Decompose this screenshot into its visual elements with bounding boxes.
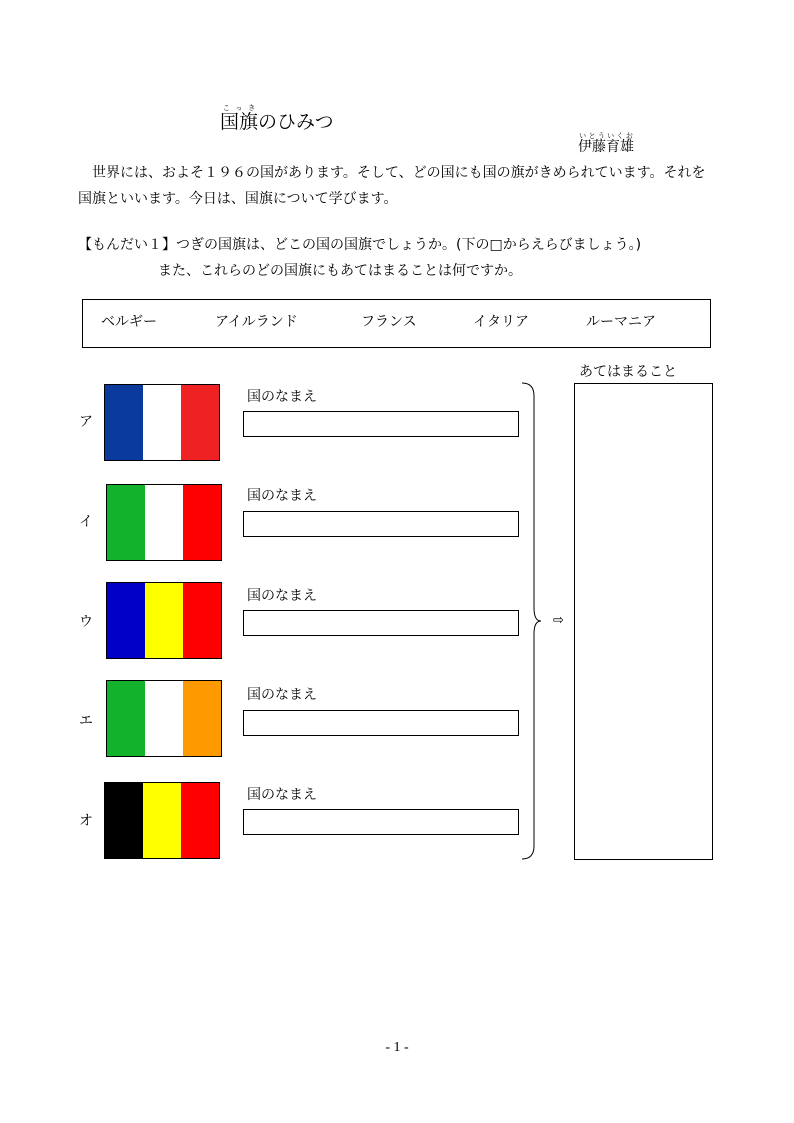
flag-a-stripe-1 bbox=[105, 385, 143, 460]
option-ireland: アイルランド bbox=[215, 314, 298, 330]
flag-i bbox=[106, 484, 222, 561]
name-answer-a[interactable] bbox=[243, 411, 519, 437]
flag-e-stripe-2 bbox=[145, 681, 183, 756]
flag-u-stripe-1 bbox=[107, 583, 145, 658]
name-answer-o[interactable] bbox=[243, 809, 519, 835]
name-label-e: 国のなまえ bbox=[247, 687, 317, 703]
answer-box[interactable] bbox=[574, 383, 713, 860]
row-letter-u: ウ bbox=[79, 614, 93, 630]
answer-label: あてはまること bbox=[579, 364, 677, 380]
arrow-icon: ⇨ bbox=[553, 613, 564, 628]
name-label-u: 国のなまえ bbox=[247, 588, 317, 604]
author-name: 伊藤育雄いとういくお bbox=[578, 132, 634, 155]
intro-sentence-2: それを国旗といいます。今日は、国旗について学びます。 bbox=[78, 165, 706, 207]
name-label-o: 国のなまえ bbox=[247, 787, 317, 803]
flag-e bbox=[106, 680, 222, 757]
name-answer-i[interactable] bbox=[243, 511, 519, 537]
flag-a-stripe-2 bbox=[143, 385, 181, 460]
name-label-i: 国のなまえ bbox=[247, 488, 317, 504]
option-france: フランス bbox=[361, 314, 417, 330]
flag-e-stripe-3 bbox=[183, 681, 221, 756]
flag-o-stripe-3 bbox=[181, 783, 219, 858]
name-answer-e[interactable] bbox=[243, 710, 519, 736]
flag-a bbox=[104, 384, 220, 461]
row-letter-e: エ bbox=[79, 713, 93, 729]
page-title bbox=[220, 104, 334, 132]
question-text bbox=[78, 232, 738, 284]
flag-e-stripe-1 bbox=[107, 681, 145, 756]
intro-paragraph bbox=[78, 160, 718, 212]
flag-u bbox=[106, 582, 222, 659]
row-letter-i: イ bbox=[79, 514, 93, 530]
right-brace bbox=[520, 382, 542, 860]
intro-sentence-1: 世界には、およそ１９６の国があります。そして、どの国にも国の旗がきめられています。 bbox=[92, 165, 664, 181]
option-italy: イタリア bbox=[473, 314, 529, 330]
row-letter-o: オ bbox=[79, 813, 93, 829]
page-number: - 1 - bbox=[385, 1040, 409, 1055]
flag-i-stripe-3 bbox=[183, 485, 221, 560]
title-kanji: 国旗こっき bbox=[220, 104, 259, 133]
flag-o-stripe-2 bbox=[143, 783, 181, 858]
option-romania: ルーマニア bbox=[586, 314, 656, 330]
title-rest: のひみつ bbox=[258, 111, 334, 133]
flag-i-stripe-2 bbox=[145, 485, 183, 560]
row-letter-a: ア bbox=[79, 414, 93, 430]
question-line-1: 【もんだい１】つぎの国旗は、どこの国の国旗でしょうか。(下の□からえらびましょう。) bbox=[78, 237, 642, 253]
name-label-a: 国のなまえ bbox=[247, 389, 317, 405]
question-line-2: また、これらのどの国旗にもあてはまることは何ですか。 bbox=[158, 263, 522, 279]
flag-o bbox=[104, 782, 220, 859]
flag-i-stripe-1 bbox=[107, 485, 145, 560]
flag-a-stripe-3 bbox=[181, 385, 219, 460]
flag-u-stripe-3 bbox=[183, 583, 221, 658]
option-belgium: ベルギー bbox=[101, 314, 157, 330]
flag-u-stripe-2 bbox=[145, 583, 183, 658]
name-answer-u[interactable] bbox=[243, 610, 519, 636]
flag-o-stripe-1 bbox=[105, 783, 143, 858]
